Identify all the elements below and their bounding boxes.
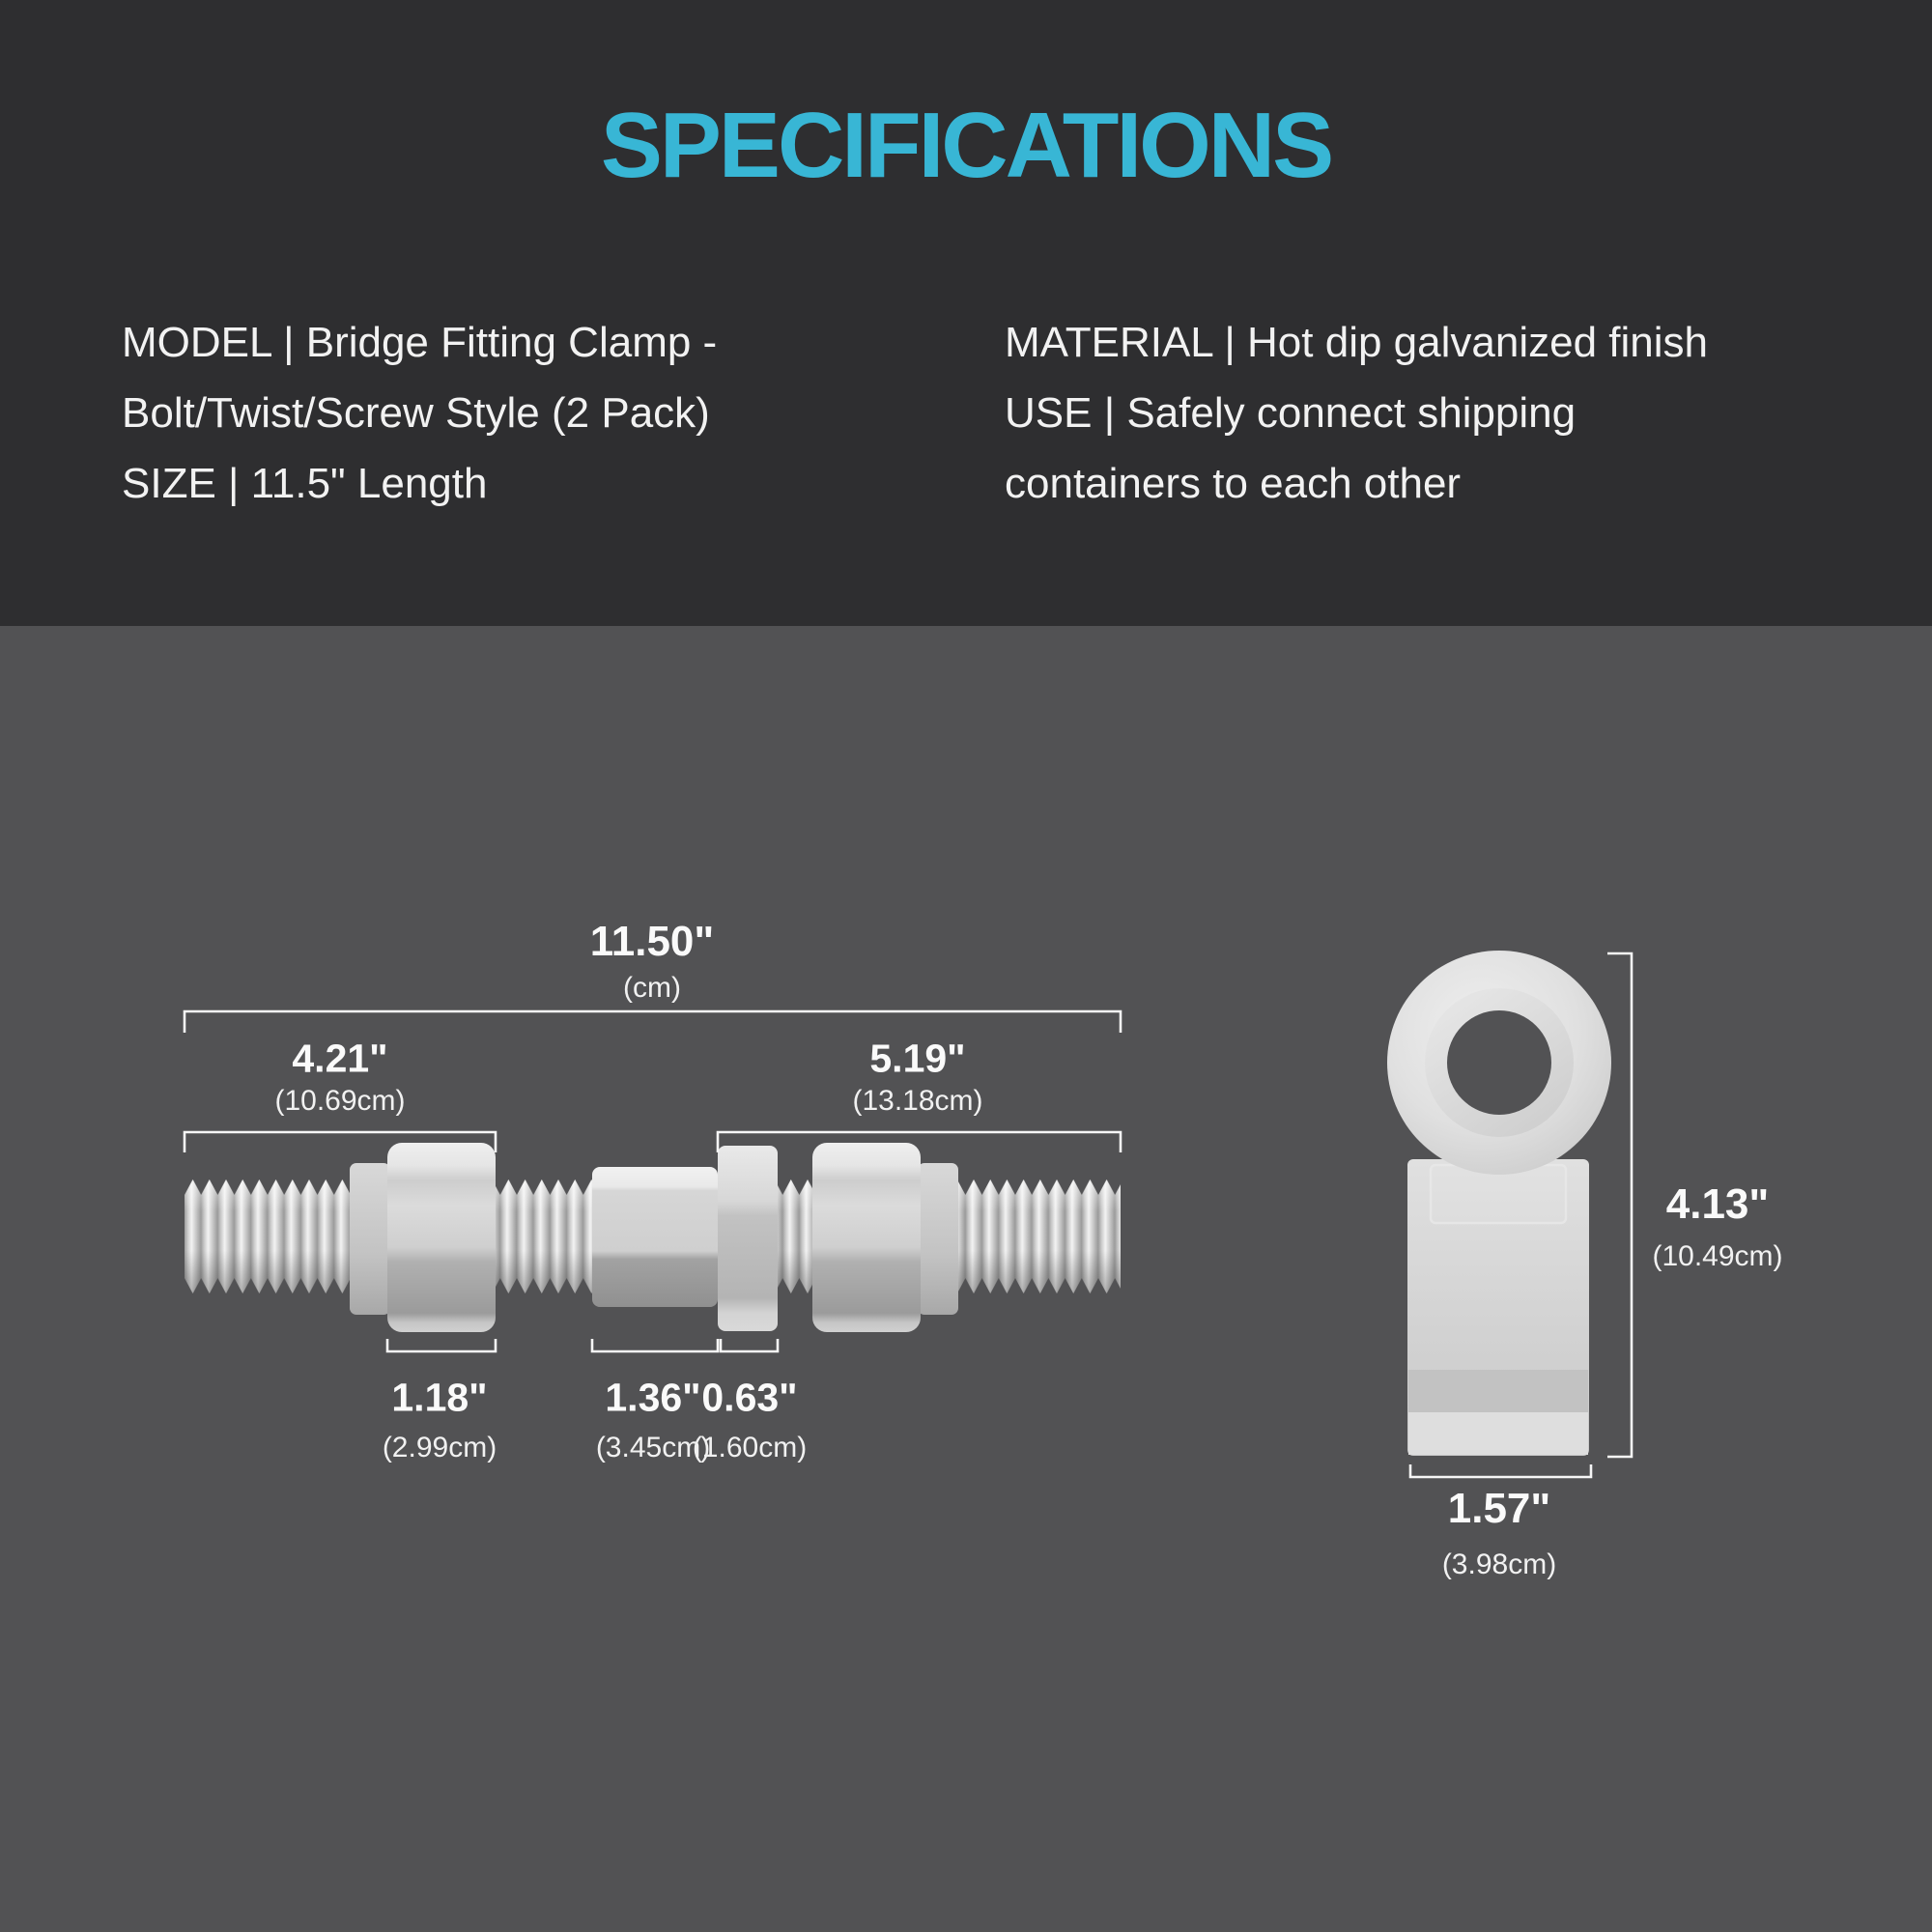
- spec-line-use-2: containers to each other: [1005, 460, 1462, 507]
- dim-clamp-w-in: 1.57": [1447, 1485, 1551, 1532]
- dim-line-coupler: [592, 1339, 718, 1351]
- spec-line-model-2: Bolt/Twist/Screw Style (2 Pack): [122, 389, 710, 437]
- spec-line-model: MODEL | Bridge Fitting Clamp -: [122, 319, 718, 366]
- dim-overall-cm: (cm): [623, 972, 681, 1004]
- dim-clamp-h-in: 4.13": [1665, 1180, 1770, 1228]
- dim-line-locknut: [721, 1339, 778, 1351]
- dim-right-seg-cm: (13.18cm): [852, 1085, 983, 1117]
- dim-clamp-w-cm: (3.98cm): [1441, 1548, 1557, 1580]
- dim-locknut-in: 0.63": [701, 1375, 798, 1420]
- spec-line-size: SIZE | 11.5" Length: [122, 460, 488, 507]
- dim-line-clamp-width: [1410, 1464, 1591, 1477]
- clamp-eye-hole: [1447, 1010, 1551, 1115]
- clamp-band: [1408, 1370, 1588, 1412]
- clamp-foot: [1408, 1412, 1588, 1455]
- dim-line-nut: [387, 1339, 496, 1351]
- dim-line-overall: [185, 1011, 1121, 1033]
- dim-coupler-in: 1.36": [605, 1375, 701, 1420]
- lock-nut: [718, 1146, 778, 1331]
- dim-line-right-segment: [718, 1132, 1121, 1152]
- dim-nut-cm: (2.99cm): [382, 1432, 497, 1463]
- dim-line-clamp-height: [1607, 953, 1632, 1457]
- spec-line-use: USE | Safely connect shipping: [1005, 389, 1577, 437]
- dim-nut-in: 1.18": [391, 1375, 488, 1420]
- dim-clamp-h-cm: (10.49cm): [1652, 1240, 1783, 1272]
- bridge-clamp-side-view: [1387, 951, 1611, 1456]
- dim-right-seg-in: 5.19": [869, 1036, 966, 1081]
- dim-overall-in: 11.50": [589, 918, 715, 965]
- collar-left: [350, 1163, 390, 1315]
- flange-nut-left: [387, 1143, 496, 1332]
- thread-small: [776, 1179, 814, 1293]
- spec-line-material: MATERIAL | Hot dip galvanized finish: [1005, 319, 1708, 366]
- dim-left-seg-cm: (10.69cm): [274, 1085, 406, 1117]
- thread-right: [947, 1179, 1121, 1293]
- collar-right: [918, 1163, 958, 1315]
- thread-middle: [493, 1179, 594, 1293]
- dim-coupler-cm: (3.45cm): [595, 1432, 711, 1463]
- page-title: SPECIFICATIONS: [600, 94, 1332, 197]
- hex-coupler-body: [592, 1167, 718, 1307]
- flange-nut-right: [812, 1143, 921, 1332]
- bolt-assembly: [185, 1143, 1121, 1332]
- dim-locknut-cm: (1.60cm): [692, 1432, 808, 1463]
- dim-left-seg-in: 4.21": [292, 1036, 388, 1081]
